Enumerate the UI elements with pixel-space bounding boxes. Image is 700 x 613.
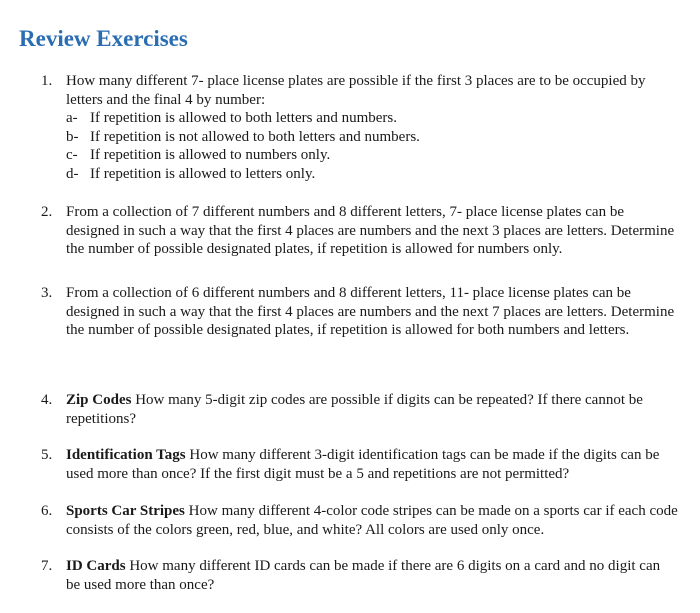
exercise-text: How many different ID cards can be made if there are 6 digits on a card and no digit can be used more than once?	[66, 558, 661, 593]
exercise-body	[66, 502, 678, 539]
exercise-body	[66, 391, 678, 428]
part-label: a-	[66, 110, 78, 126]
exercise-number: 1.	[41, 73, 53, 89]
exercise-heading: Zip Codes	[66, 392, 132, 408]
exercise-number: 2.	[41, 204, 53, 220]
exercise-body	[66, 557, 678, 594]
exercise-number: 7.	[41, 558, 53, 574]
part-text: If repetition is allowed to letters only.	[90, 165, 316, 182]
exercise-part	[66, 109, 678, 128]
exercise-heading: Sports Car Stripes	[66, 503, 185, 519]
exercise-part	[66, 165, 678, 184]
part-text: If repetition is allowed to numbers only.	[90, 147, 331, 163]
exercise-heading: ID Cards	[66, 558, 126, 574]
part-label: d-	[66, 165, 79, 182]
exercise-text: How many different 4-color code stripes can be made on a sports car if each code consists of the colors green, red, blue, and white? All colors are used only once.	[66, 503, 678, 538]
exercise-heading: Identification Tags	[66, 447, 186, 463]
exercise-body	[66, 284, 678, 340]
exercise-body	[66, 72, 678, 183]
exercise-number: 3.	[41, 285, 53, 301]
part-text: If repetition is not allowed to both letters and numbers.	[90, 128, 420, 145]
exercise-part	[66, 128, 678, 147]
exercise-body	[66, 446, 678, 483]
exercise-text: How many 5-digit zip codes are possible if digits can be repeated? If there cannot be repetitions?	[66, 392, 643, 427]
exercise-text: How many different 7- place license plates are possible if the first 3 places are to be occupied by letters and the final 4 by number:	[66, 73, 646, 108]
part-text: If repetition is allowed to both letters and numbers.	[90, 110, 398, 126]
exercise-text: From a collection of 7 different numbers and 8 different letters, 7- place license plates can be designed in such a way that the first 4 places are numbers and the next 3 places are letters. Determine the number of possible designated plates, if repetition is allowed for numbers only.	[66, 204, 675, 257]
page-title: Review Exercises	[19, 26, 188, 51]
exercise-body	[66, 203, 678, 259]
exercise-text: How many different 3-digit identification tags can be made if the digits can be used more than once? If the first digit must be a 5 and repetitions are not permitted?	[66, 447, 660, 482]
part-label: c-	[66, 147, 78, 163]
exercise-number: 5.	[41, 447, 53, 463]
exercise-text: From a collection of 6 different numbers and 8 different letters, 11- place license plates can be designed in such a way that the first 4 places are numbers and the next 7 places are letters. Determine the number of possible designated plates, if repetition is allowed for both numbers and letters.	[66, 285, 675, 338]
exercise-part	[66, 146, 678, 165]
exercise-number: 6.	[41, 503, 53, 519]
part-label: b-	[66, 128, 79, 145]
exercise-number: 4.	[41, 392, 53, 408]
